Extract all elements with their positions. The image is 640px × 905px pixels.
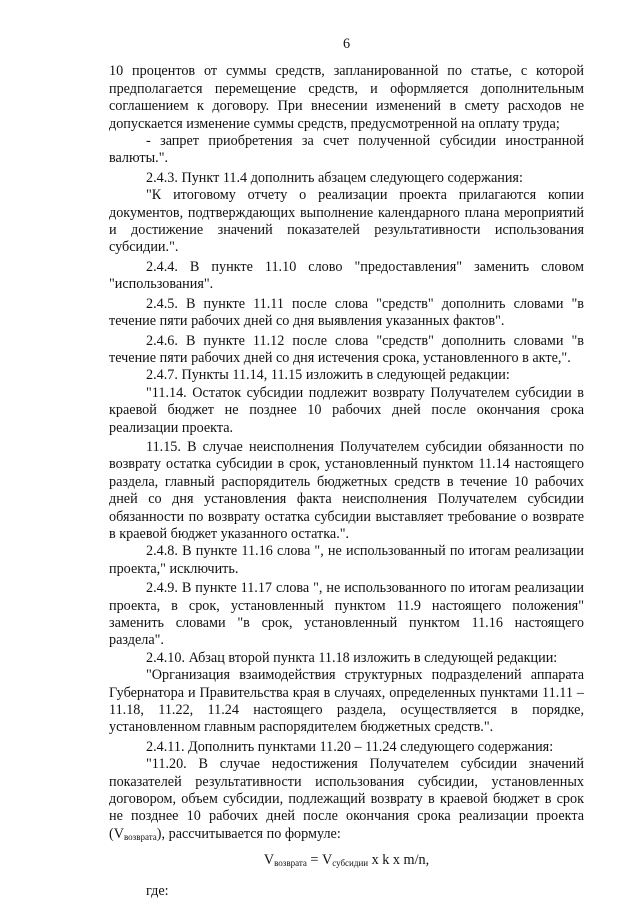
paragraph-11: 2.4.8. В пункте 11.16 слова ", не использованный по итогам реализации проекта," исключить. [109, 543, 584, 577]
paragraph-1: 10 процентов от суммы средств, запланированной по статье, с которой предполагается перемещение средств, и оформляется дополнительным соглашением к договору. При внесении изменений в смету расходов не допускается изменение суммы средств, предусмотренной на оплату труда; [109, 63, 584, 132]
paragraph-16-subscript: возврата [123, 831, 157, 842]
formula-eq: = V [306, 852, 333, 869]
page-number: 6 [342, 36, 351, 52]
paragraph-15: 2.4.11. Дополнить пунктами 11.20 – 11.24 следующего содержания: [146, 738, 554, 755]
paragraph-16 [109, 756, 584, 843]
where-label: где: [146, 882, 169, 899]
paragraph-9: "11.14. Остаток субсидии подлежит возврату Получателем субсидии в краевой бюджет не позднее 10 рабочих дней после окончания срока реализации проекта. [109, 384, 584, 436]
paragraph-5: 2.4.4. В пункте 11.10 слово "предоставления" заменить словом "использования". [109, 258, 584, 293]
formula-sub-subsidy: субсидии [332, 858, 369, 869]
formula [109, 852, 584, 869]
paragraph-16-tail: ), рассчитывается по формуле: [156, 825, 341, 842]
paragraph-10: 11.15. В случае неисполнения Получателем субсидии обязанности по возврату остатка субсидии в срок, установленный пунктом 11.14 настоящего раздела, главный распорядитель бюджетных средств в течение 10 рабочих дней со дня установления факта неисполнения Получателем субсидии обязанности по возврату остатка субсидии выставляет требование о возврате в краевой бюджет указанного остатка.". [109, 438, 584, 542]
paragraph-3: 2.4.3. Пункт 11.4 дополнить абзацем следующего содержания: [146, 169, 523, 186]
paragraph-13: 2.4.10. Абзац второй пункта 11.18 изложить в следующей редакции: [146, 649, 558, 666]
document-page [109, 36, 584, 900]
paragraph-4: "К итоговому отчету о реализации проекта прилагаются копии документов, подтверждающих выполнение календарного плана мероприятий и достижение значений показателей результативности использования субсидии.". [109, 187, 584, 256]
paragraph-12: 2.4.9. В пункте 11.17 слова ", не использованного по итогам реализации проекта, в срок, установленный пунктом 11.9 настоящего положения" заменить словами "в срок, установленный пунктом 11.16 настоящего раздела". [109, 580, 584, 649]
formula-v: V [263, 852, 275, 869]
paragraph-6: 2.4.5. В пункте 11.11 после слова "средств" дополнить словами "в течение пяти рабочих дней со дня выявления указанных фактов". [109, 295, 584, 330]
formula-sub-returned: возврата [274, 858, 307, 869]
paragraph-16-text: "11.20. В случае недостижения Получателем субсидии значений показателей результативности использования субсидии, установленных договором, объем субсидии, подлежащий возврату в краевой бюджет в срок не позднее 10 рабочих дней после окончания срока реализации проекта (V [109, 756, 584, 842]
paragraph-7: 2.4.6. В пункте 11.12 после слова "средств" дополнить словами "в течение пяти рабочих дней со дня истечения срока, установленного в акте,". [109, 332, 584, 366]
paragraph-14: "Организация взаимодействия структурных подразделений аппарата Губернатора и Правительства края в случаях, определенных пунктами 11.11 – 11.18, 11.22, 11.24 настоящего раздела, осуществляется в порядке, установленном главным распорядителем бюджетных средств.". [109, 667, 584, 736]
paragraph-8: 2.4.7. Пункты 11.14, 11.15 изложить в следующей редакции: [146, 367, 510, 384]
formula-rest: x k x m/n, [368, 852, 430, 869]
paragraph-2: - запрет приобретения за счет полученной субсидии иностранной валюты.". [109, 133, 584, 167]
